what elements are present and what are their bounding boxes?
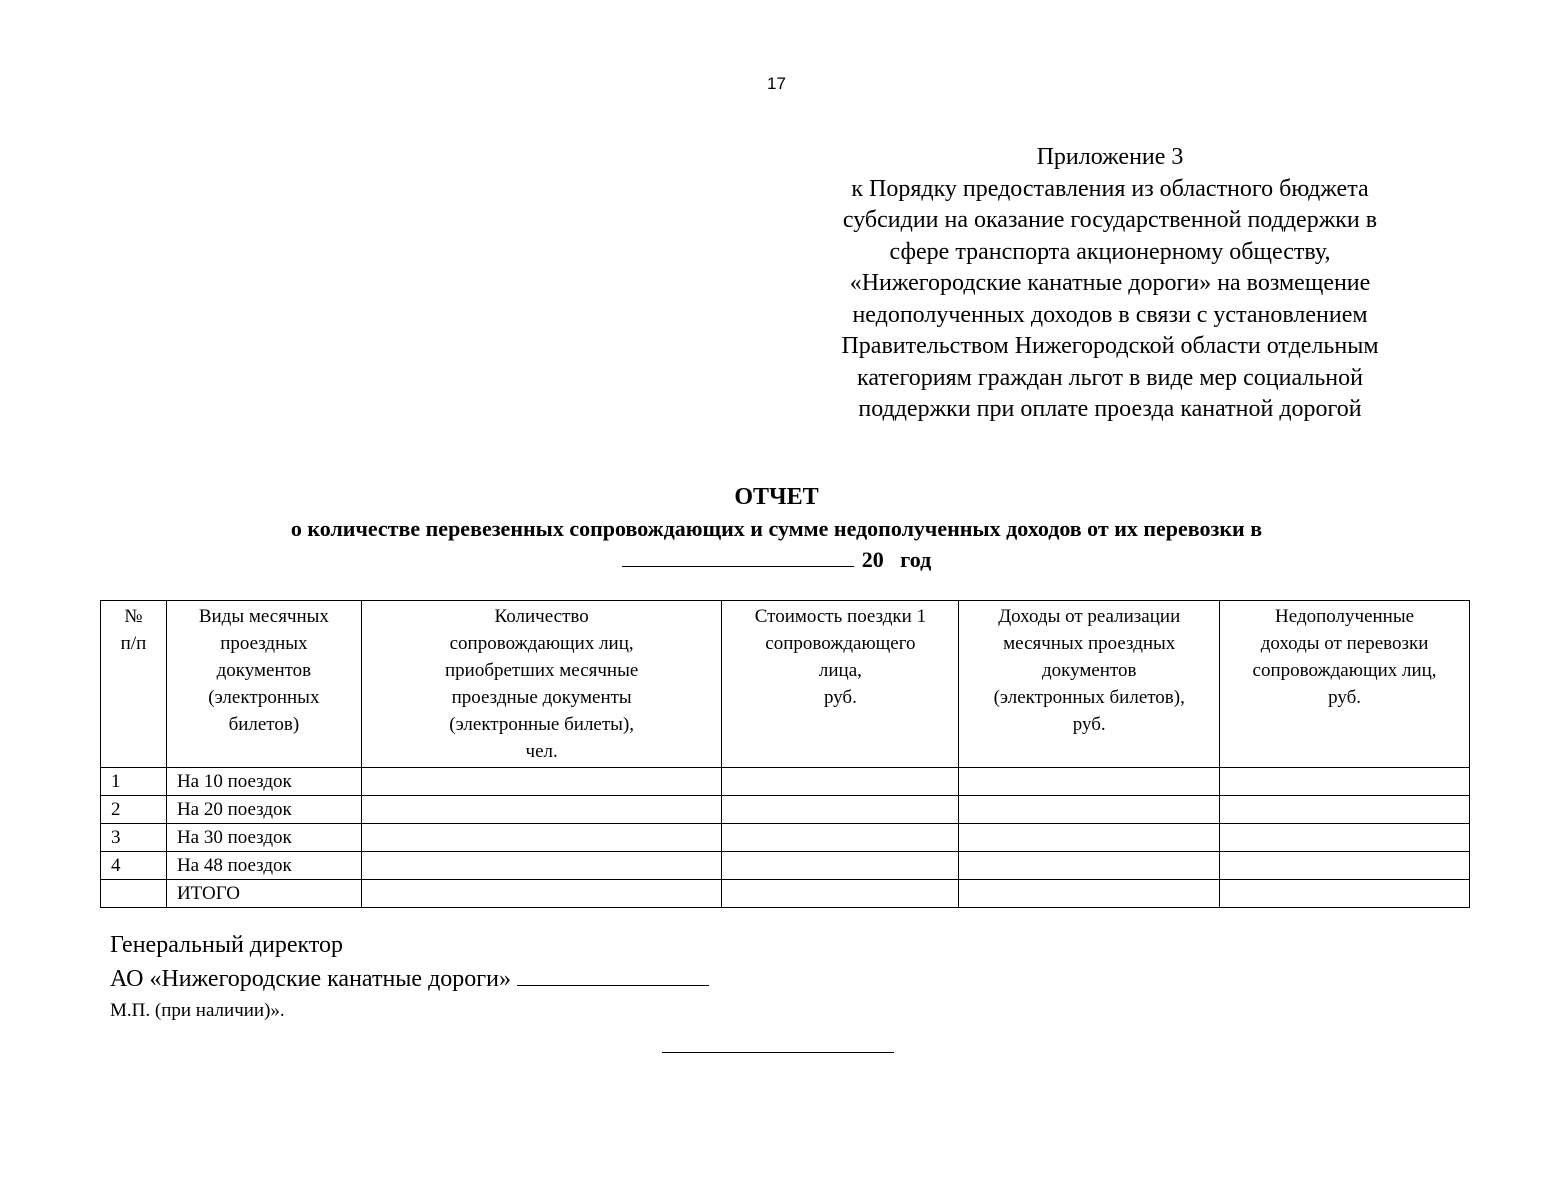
header-line: приобретших месячные bbox=[444, 660, 639, 681]
header-line: сопровождающего bbox=[765, 633, 916, 654]
header-line: сопровождающих лиц, bbox=[449, 633, 634, 654]
signature-org-line bbox=[110, 962, 709, 996]
header-line: проездные документы bbox=[451, 687, 632, 708]
row-empty-cell[interactable] bbox=[361, 852, 722, 880]
header-line: проездных bbox=[220, 633, 308, 654]
row-empty-cell[interactable] bbox=[959, 796, 1220, 824]
header-line: Доходы от реализации bbox=[998, 606, 1181, 627]
row-empty-cell[interactable] bbox=[722, 768, 959, 796]
row-number: 2 bbox=[101, 796, 167, 824]
signature-position: Генеральный директор bbox=[110, 932, 344, 958]
header-sales-income bbox=[959, 601, 1220, 768]
header-line: п/п bbox=[120, 633, 147, 654]
report-period bbox=[0, 545, 1553, 575]
header-line: руб. bbox=[823, 687, 857, 708]
row-empty-cell[interactable] bbox=[361, 880, 722, 908]
period-year: 20 bbox=[861, 547, 884, 572]
header-line: (электронные билеты), bbox=[449, 714, 635, 735]
appendix-line: к Порядку предоставления из областного бюджета bbox=[851, 175, 1369, 202]
row-empty-cell[interactable] bbox=[1220, 824, 1470, 852]
header-lost-income bbox=[1220, 601, 1470, 768]
row-ticket-type: На 20 поездок bbox=[166, 796, 361, 824]
table-header-row bbox=[101, 601, 1470, 768]
header-escort-count bbox=[361, 601, 722, 768]
header-line: Количество bbox=[494, 606, 589, 627]
header-line: документов bbox=[216, 660, 312, 681]
period-blank-line bbox=[622, 546, 854, 567]
row-number: 1 bbox=[101, 768, 167, 796]
row-empty-cell[interactable] bbox=[959, 852, 1220, 880]
signature-block bbox=[110, 928, 709, 1026]
report-table bbox=[100, 600, 1470, 908]
row-number: 3 bbox=[101, 824, 167, 852]
header-line: документов bbox=[1041, 660, 1137, 681]
header-line: № bbox=[124, 606, 143, 627]
table-row bbox=[101, 852, 1470, 880]
row-number: 4 bbox=[101, 852, 167, 880]
header-line: Недополученные bbox=[1275, 606, 1415, 627]
signature-organization: АО «Нижегородские канатные дороги» bbox=[110, 966, 511, 992]
row-empty-cell[interactable] bbox=[1220, 796, 1470, 824]
row-empty-cell[interactable] bbox=[722, 824, 959, 852]
appendix-line: сфере транспорта акционерному обществу, bbox=[889, 238, 1331, 265]
row-empty-cell[interactable] bbox=[1220, 852, 1470, 880]
header-line: (электронных билетов), bbox=[993, 687, 1185, 708]
report-title: ОТЧЕТ bbox=[734, 484, 819, 510]
appendix-line: Приложение 3 bbox=[1036, 144, 1184, 170]
row-ticket-type: На 10 поездок bbox=[166, 768, 361, 796]
header-line: Виды месячных bbox=[198, 606, 329, 627]
row-empty-cell[interactable] bbox=[1220, 768, 1470, 796]
row-empty-cell[interactable] bbox=[1220, 880, 1470, 908]
table-body bbox=[101, 768, 1470, 908]
header-line: чел. bbox=[525, 741, 558, 762]
appendix-line: поддержки при оплате проезда канатной дорогой bbox=[858, 396, 1362, 422]
row-empty-cell[interactable] bbox=[361, 768, 722, 796]
header-line: месячных проездных bbox=[1003, 633, 1176, 654]
row-empty-cell[interactable] bbox=[361, 824, 722, 852]
table-row bbox=[101, 768, 1470, 796]
report-subtitle: о количестве перевезенных сопровождающих и сумме недополученных доходов от их перевозки в bbox=[290, 516, 1263, 541]
row-empty-cell[interactable] bbox=[959, 880, 1220, 908]
row-empty-cell[interactable] bbox=[722, 880, 959, 908]
header-trip-cost bbox=[722, 601, 959, 768]
header-line: сопровождающих лиц, bbox=[1252, 660, 1437, 681]
appendix-line: категориям граждан льгот в виде мер социальной bbox=[857, 364, 1363, 391]
header-line: лица, bbox=[818, 660, 862, 681]
header-line: билетов) bbox=[228, 714, 300, 735]
appendix-line: Правительством Нижегородской области отдельным bbox=[841, 333, 1379, 359]
table-row bbox=[101, 824, 1470, 852]
appendix-line: субсидии на оказание государственной поддержки в bbox=[842, 207, 1378, 233]
header-line: Стоимость поездки 1 bbox=[754, 606, 927, 627]
row-empty-cell[interactable] bbox=[959, 824, 1220, 852]
appendix-line: недополученных доходов в связи с установлением bbox=[852, 301, 1368, 328]
row-empty-cell[interactable] bbox=[361, 796, 722, 824]
row-empty-cell[interactable] bbox=[722, 796, 959, 824]
row-empty-cell[interactable] bbox=[722, 852, 959, 880]
header-line: руб. bbox=[1072, 714, 1106, 735]
page-number: 17 bbox=[767, 74, 786, 93]
header-number bbox=[101, 601, 167, 768]
header-ticket-type bbox=[166, 601, 361, 768]
signature-stamp: М.П. (при наличии)». bbox=[110, 1000, 285, 1021]
row-ticket-type: На 30 поездок bbox=[166, 824, 361, 852]
row-ticket-type: На 48 поездок bbox=[166, 852, 361, 880]
row-number bbox=[101, 880, 167, 908]
header-line: доходы от перевозки bbox=[1260, 633, 1429, 654]
closing-line bbox=[662, 1052, 894, 1053]
header-line: руб. bbox=[1328, 687, 1362, 708]
table-row bbox=[101, 880, 1470, 908]
row-ticket-type: ИТОГО bbox=[166, 880, 361, 908]
row-empty-cell[interactable] bbox=[959, 768, 1220, 796]
appendix-line: «Нижегородские канатные дороги» на возмещение bbox=[849, 270, 1371, 296]
table-row bbox=[101, 796, 1470, 824]
appendix-block bbox=[780, 142, 1440, 426]
header-line: (электронных bbox=[208, 687, 320, 708]
period-suffix: год bbox=[900, 547, 932, 572]
signature-blank-line bbox=[517, 963, 709, 986]
